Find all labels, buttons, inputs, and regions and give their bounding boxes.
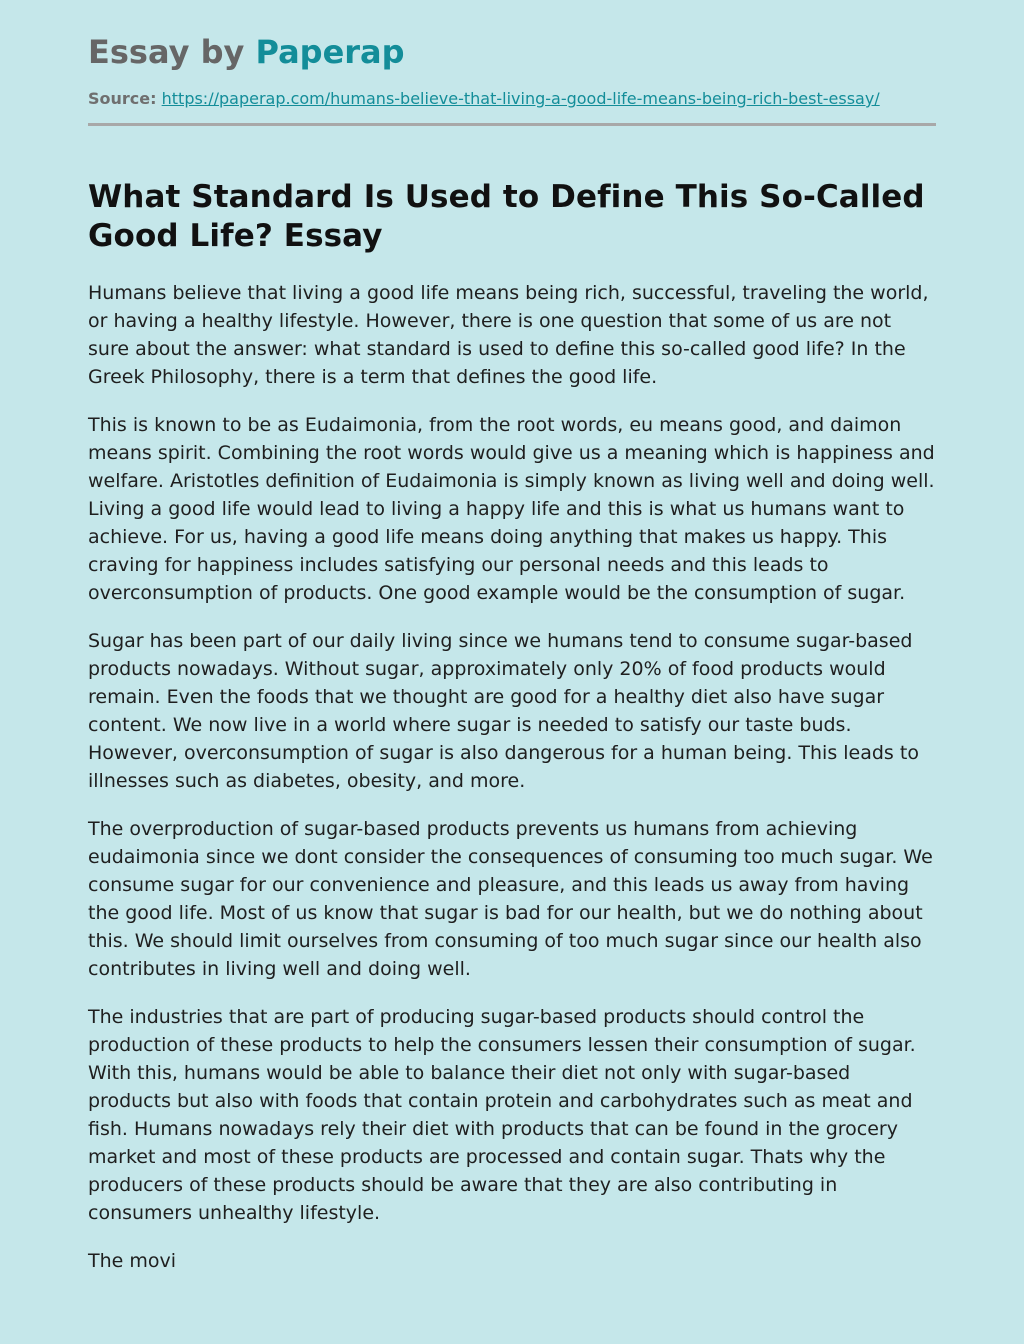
brand-prefix: Essay by — [88, 33, 256, 71]
brand-name: Paperap — [255, 33, 405, 71]
site-brand — [88, 30, 936, 74]
source-link[interactable]: https://paperap.com/humans-believe-that-living-a-good-life-means-being-rich-best-essay/ — [161, 89, 880, 108]
header-divider — [88, 123, 936, 126]
essay-paragraph: The movi — [88, 1250, 177, 1272]
essay-paragraph: The overproduction of sugar-based products prevents us humans from achieving eudaimonia since we dont consider the consequences of consuming too much sugar. We consume sugar for our convenience and pleasure, and this leads us away from having the good life. Most of us know that sugar is bad for our health, but we do nothing about this. We should limit ourselves from consuming of too much sugar since our health also contributes in living well and doing well. — [88, 818, 933, 980]
essay-paragraph: This is known to be as Eudaimonia, from the root words, eu means good, and daimon means spirit. Combining the root words would give us a meaning which is happiness and welfare. Aristotles definition of Eudaimonia is simply known as living well and doing well. Living a good life would lead to living a happy life and this is what us humans want to achieve. For us, having a good life means doing anything that makes us happy. This craving for happiness includes satisfying our personal needs and this leads to overconsumption of products. One good example would be the consumption of sugar. — [88, 414, 935, 604]
essay-body — [88, 279, 936, 1275]
essay-paragraph: Humans believe that living a good life means being rich, successful, traveling the world, or having a healthy lifestyle. However, there is one question that some of us are not sure about the answer: what standard is used to define this so-called good life? In the Greek Philosophy, there is a term that defines the good life. — [88, 282, 929, 388]
essay-paragraph: The industries that are part of producing sugar-based products should control the production of these products to help the consumers lessen their consumption of sugar. With this, humans would be able to balance their diet not only with sugar-based products but also with foods that contain protein and carbohydrates such as meat and fish. Humans nowadays rely their diet with products that can be found in the grocery market and most of these products are processed and contain sugar. Thats why the producers of these products should be aware that they are also contributing in consumers unhealthy lifestyle. — [88, 1006, 916, 1224]
essay-title: What Standard Is Used to Define This So-Called Good Life? Essay — [88, 179, 925, 254]
source-label: Source: — [88, 89, 157, 108]
essay-paragraph: Sugar has been part of our daily living since we humans tend to consume sugar-based products nowadays. Without sugar, approximately only 20% of food products would remain. Even the foods that we thought are good for a healthy diet also have sugar content. We now live in a world where sugar is needed to satisfy our taste buds. However, overconsumption of sugar is also dangerous for a human being. This leads to illnesses such as diabetes, obesity, and more. — [88, 630, 919, 792]
source-line — [88, 88, 908, 109]
